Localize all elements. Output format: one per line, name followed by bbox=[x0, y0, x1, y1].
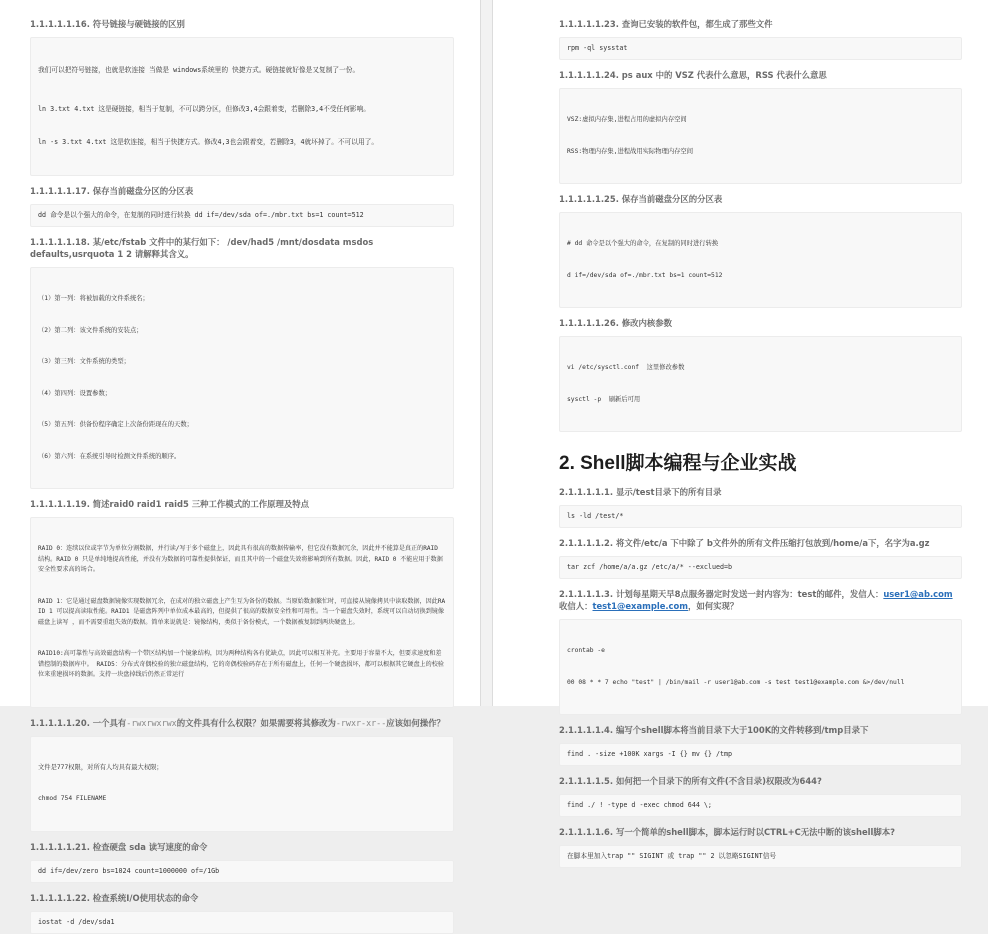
answer-line: ln 3.txt 4.txt 这是硬链接，相当于复制，不可以跨分区，但修改3,4会跟着变，若删除3,4不受任何影响。 bbox=[38, 105, 370, 113]
page-divider bbox=[480, 0, 493, 706]
question-title: 1.1.1.1.1.22. 检查系统I/O使用状态的命令 bbox=[30, 892, 199, 903]
answer-line: 文件是777权限，对所有人均具有最大权限； bbox=[38, 763, 163, 771]
answer-line: RSS:物理内存集,进程战用实际物理内存空间 bbox=[567, 147, 694, 155]
title-part: ，如何实现？ bbox=[688, 601, 739, 611]
title-part: 的文件具有什么权限？如果需要将其修改为 bbox=[176, 717, 336, 728]
answer-line: RAID 0：连续以位或字节为单位分割数据，并行读/写于多个磁盘上，因此具有很高的数据传输率，但它没有数据冗余，因此并不能算是真正的RAID 结构。RAID 0 只是单纯地提高性能，并没有为数据的可靠性提供保证，而且其中的一个磁盘失效将影响到所有数据。因此，RAID 0 不能应用于数据安全性要求高的场合。 bbox=[38, 545, 443, 573]
question-21 bbox=[30, 841, 454, 883]
sender-email-link[interactable]: user1@ab.com bbox=[883, 589, 953, 599]
shell-question-1 bbox=[559, 486, 962, 528]
question-16 bbox=[30, 18, 454, 176]
answer-block bbox=[559, 212, 962, 308]
shell-question-3 bbox=[559, 588, 962, 715]
answer-line: （2）第二列：该文件系统的安装点； bbox=[38, 326, 143, 334]
answer-block bbox=[30, 517, 454, 708]
answer-line: RAID 1：它是通过磁盘数据镜像实现数据冗余，在成对的独立磁盘上产生互为备份的数据。当原始数据繁忙时，可直接从镜像拷贝中读取数据，因此RAID 1 可以提高读取性能。RAID1 是磁盘阵列中单位成本最高的，但提供了很高的数据安全性和可用性。当一个磁盘失效时，系统可以自动切换到镜像磁盘上读写 ，而不需要重组失效的数据。简单来说就是：镜像结构，类似于备份模式，一个数据被复制到两块硬盘上。 bbox=[38, 597, 446, 626]
question-title: 2.1.1.1.1.5. 如何把一个目录下的所有文件(不含目录)权限改为644? bbox=[559, 776, 822, 786]
answer-line: VSZ:虚拟内存集,进程占用的虚拟内存空间 bbox=[567, 116, 687, 123]
title-part: 1.1.1.1.1.20. 一个具有 bbox=[30, 717, 127, 728]
shell-question-5 bbox=[559, 775, 962, 817]
question-title: 1.1.1.1.1.16. 符号链接与硬链接的区别 bbox=[30, 19, 185, 29]
left-page bbox=[0, 0, 480, 926]
question-title bbox=[559, 588, 962, 612]
code-block: find . -size +100K xargs -I {} mv {} /tmp bbox=[559, 743, 962, 766]
question-title: 2.1.1.1.1.4. 编写个shell脚本将当前目录下大于100K的文件转移到/tmp目录下 bbox=[559, 725, 869, 735]
inline-code: -rwxrwxrwx bbox=[126, 717, 177, 728]
answer-line: （3）第三列：文件系统的类型； bbox=[38, 358, 130, 365]
answer-line: 00 08 * * 7 echo "test" | /bin/mail -r user1@ab.com -s test test1@example.com &>/dev/null bbox=[567, 678, 905, 686]
inline-code: -rwxr-xr-- bbox=[335, 717, 387, 728]
answer-line: （5）第五列：供备份程序确定上次备份距现在的天数； bbox=[38, 421, 193, 428]
question-title: 1.1.1.1.1.26. 修改内核参数 bbox=[559, 318, 673, 328]
answer-line: crontab -e bbox=[567, 647, 605, 654]
title-part: 2.1.1.1.1.3. 计划每星期天早8点服务器定时发送一封内容为：test的邮件，发信人： bbox=[559, 589, 884, 599]
question-23 bbox=[559, 18, 962, 60]
shell-question-4 bbox=[559, 724, 962, 766]
question-title: 2.1.1.1.1.6. 写一个简单的shell脚本，脚本运行时以CTRL+C无法中断的该shell脚本? bbox=[559, 827, 895, 837]
code-block: tar zcf /home/a/a.gz /etc/a/* --exclued=b bbox=[559, 556, 962, 579]
question-24 bbox=[559, 69, 962, 184]
question-title: 2.1.1.1.1.1. 显示/test目录下的所有目录 bbox=[559, 487, 722, 497]
code-block: find ./ ! -type d -exec chmod 644 \; bbox=[559, 794, 962, 817]
answer-block bbox=[30, 736, 454, 832]
question-26 bbox=[559, 317, 962, 432]
code-block: 在脚本里加入trap "" SIGINT 或 trap "" 2 以忽略SIGINT信号 bbox=[559, 845, 962, 868]
right-page bbox=[493, 0, 988, 860]
answer-line: 我们可以把符号链接，也就是软连接 当做是 windows系统里的 快捷方式。硬链接就好像是又复制了一份。 bbox=[38, 66, 360, 74]
code-block: ls -ld /test/* bbox=[559, 505, 962, 528]
question-25 bbox=[559, 193, 962, 308]
question-17 bbox=[30, 185, 454, 227]
answer-block bbox=[559, 619, 962, 715]
answer-line: （1）第一列：将被加载的文件系统名； bbox=[38, 295, 149, 302]
answer-block bbox=[30, 267, 454, 489]
shell-question-6 bbox=[559, 826, 962, 868]
code-block: dd if=/dev/zero bs=1024 count=1000000 of=/1Gb bbox=[30, 860, 454, 883]
answer-line: # dd 命令是以个强大的命令，在复制的同时进行转换 bbox=[567, 240, 719, 247]
question-19 bbox=[30, 498, 454, 708]
answer-line: （4）第四列：设置参数； bbox=[38, 389, 112, 397]
question-title: 1.1.1.1.1.17. 保存当前磁盘分区的分区表 bbox=[30, 186, 194, 196]
receiver-email-link[interactable]: test1@example.com bbox=[592, 601, 689, 611]
shell-question-2 bbox=[559, 537, 962, 579]
question-title: 2.1.1.1.1.2. 将文件/etc/a 下中除了 b文件外的所有文件压缩打包放到/home/a下，名字为a.gz bbox=[559, 538, 930, 548]
answer-line: （6）第六列：在系统引导时检测文件系统的顺序。 bbox=[38, 452, 181, 460]
answer-line: RAID10:高可靠性与高效磁盘结构一个带区结构加一个镜象结构，因为两种结构各有优缺点，因此可以相互补充。主要用于容量不大，但要求速度和差错控制的数据库中。 RAID5：分布式奇偶校验的独立磁盘结构，它的奇偶校验码存在于所有磁盘上，任何一个硬盘损坏，都可以根据其它硬盘上的校验位来重建损坏的数据。支持一块盘掉线后仍然正常运行 bbox=[38, 650, 444, 678]
answer-line: d if=/dev/sda of=./mbr.txt bs=1 count=512 bbox=[567, 271, 723, 279]
question-title: 1.1.1.1.1.18. 某/etc/fstab 文件中的某行如下： /dev/had5 /mnt/dosdata msdos defaults,usrquota 1 2 请解释其含义。 bbox=[30, 237, 374, 259]
question-title: 1.1.1.1.1.23. 查询已安装的软件包，都生成了那些文件 bbox=[559, 19, 773, 29]
code-block: dd 命令是以个强大的命令，在复制的同时进行转换 dd if=/dev/sda of=./mbr.txt bs=1 count=512 bbox=[30, 204, 454, 227]
answer-block bbox=[30, 37, 454, 176]
title-part: 应该如何操作？ bbox=[386, 717, 445, 728]
title-part: 收信人： bbox=[559, 601, 593, 611]
section-heading: 2. Shell脚本编程与企业实战 bbox=[559, 453, 797, 474]
question-title: 1.1.1.1.1.25. 保存当前磁盘分区的分区表 bbox=[559, 194, 723, 204]
question-title: 1.1.1.1.1.19. 简述raid0 raid1 raid5 三种工作模式的工作原理及特点 bbox=[30, 499, 309, 509]
answer-block bbox=[559, 88, 962, 184]
answer-line: ln -s 3.txt 4.txt 这是软连接，相当于快捷方式。修改4,3也会跟着变，若删除3，4就坏掉了。不可以用了。 bbox=[38, 138, 379, 146]
question-20 bbox=[30, 717, 454, 832]
answer-line: chmod 754 FILENAME bbox=[38, 795, 107, 802]
code-block: rpm -ql sysstat bbox=[559, 37, 962, 60]
question-title bbox=[30, 717, 454, 729]
question-title: 1.1.1.1.1.21. 检查硬盘 sda 读写速度的命令 bbox=[30, 841, 208, 852]
question-18 bbox=[30, 236, 454, 489]
answer-line: sysctl -p 刷新后可用 bbox=[567, 395, 641, 403]
code-block: iostat -d /dev/sda1 bbox=[30, 911, 454, 934]
question-title: 1.1.1.1.1.24. ps aux 中的 VSZ 代表什么意思，RSS 代表什么意思 bbox=[559, 70, 827, 80]
question-22 bbox=[30, 892, 454, 934]
answer-block bbox=[559, 336, 962, 432]
answer-line: vi /etc/sysctl.conf 这里修改参数 bbox=[567, 364, 685, 371]
